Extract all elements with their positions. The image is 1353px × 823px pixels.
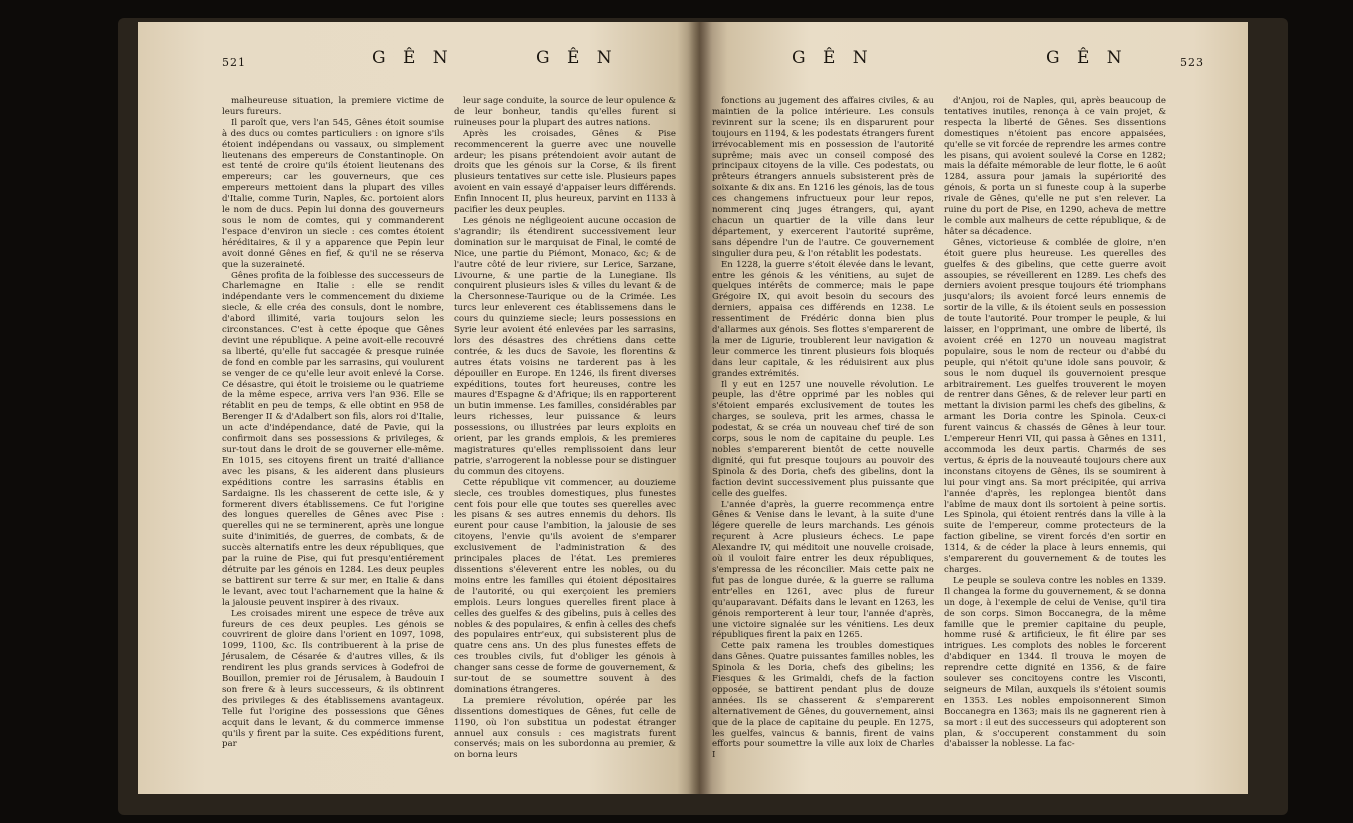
- paragraph: Gênes, victorieuse & comblée de gloire, n'en étoit guere plus heureuse. Les querelles des guelfes & des gibelins, que cette guerre avoit assoupies, se réveillerent en 1289. Les chefs des derniers avoient presque toujours été triomphans jusqu'alors; ils avoient forcé leurs ennemis de sortir de la ville, & ils étoient seuls en possession de toute l'autorité. Pour tromper le peuple, & lui laisser, en l'opprimant, une ombre de liberté, ils avoient créé en 1270 un nouveau magistrat populaire, sous le nom de recteur ou d'abbé du peuple, qui n'étoit qu'une idole sans pouvoir, & sous le nom duquel ils gouvernoient presque arbitrairement. Les guelfes trouverent le moyen de rentrer dans Gênes, & de relever leur parti en mettant la division parmi les chefs des gibelins, & armant les Doria contre les Spinola. Ceux-ci furent vaincus & chassés de Gênes à leur tour. L'empereur Henri VII, qui passa à Gênes en 1311, accommoda les deux partis. Charmés de ses vertus, & épris de la nouveauté toujours chere aux inconstans citoyens de Gênes, ils se soumirent à lui pour vingt ans. Sa mort précipitée, qui arriva l'année d'après, les replongea bientôt dans l'abîme de maux dont ils sortoient à peine sortis. Les Spinola, qui étoient rentrés dans la ville à la suite de l'empereur, comme protecteurs de la faction gibeline, se virent forcés d'en sortir en 1314, & de céder la place à leurs ennemis, qui s'emparerent du gouvernement & de toutes les charges.: [944, 237, 1166, 575]
- paragraph: fonctions au jugement des affaires civiles, & au maintien de la police intérieure. Les consuls revinrent sur la scene; ils en disparurent pour toujours en 1194, & les podestats étrangers furent irrévocablement mis en possession de l'autorité suprême; mais avec un conseil composé des principaux citoyens de la ville. Ces podestats, ou prêteurs étrangers annuels subsisterent près de soixante & dix ans. En 1216 les génois, las de tous ces changemens infructueux pour leur repos, nommerent cinq juges étrangers, qui, ayant chacun un quartier de la ville dans leur département, y exercerent l'autorité suprême, sans dépendre l'un de l'autre. Ce gouvernement singulier dura peu, & l'on rétablit les podestats.: [712, 96, 934, 259]
- left-page: [138, 22, 700, 794]
- paragraph: Les génois ne négligeoient aucune occasion de s'agrandir; ils étendirent successivement leur domination sur le marquisat de Final, le comté de Nice, une partie du Piémont, Monaco, &c; & de l'autre côté de leur riviere, sur Lerice, Sarzane, Livourne, & une partie de la Lunegiane. Ils conquirent plusieurs isles & villes du levant & de la Chersonnese-Taurique ou de la Crimée. Les turcs leur enleverent ces établissemens dans le cours du quinzieme siecle; leurs possessions en Syrie leur avoient été enlevées par les sarrasins, lors des désastres des chrétiens dans cette contrée, & les ducs de Savoie, les florentins & autres états voisins ne tarderent pas à les dépouiller en Europe. En 1246, ils firent diverses expéditions, toutes fort heureuses, contre les maures d'Espagne & d'Afrique; ils en rapporterent un butin immense. Les familles, considérables par leurs richesses, leur puissance & leurs possessions, ou illustrées par leurs exploits en orient, par les grands emplois, & les premieres magistratures qu'elles remplissoient dans leur patrie, s'arrogerent la noblesse pour se distinguer du commun des citoyens.: [454, 215, 676, 477]
- paragraph: malheureuse situation, la premiere victime de leurs fureurs.: [222, 96, 444, 117]
- running-title-left-1: G Ê N: [372, 48, 454, 68]
- paragraph: Cette république vit commencer, au douzieme siecle, ces troubles domestiques, plus funestes cent fois pour elle que toutes ses querelles avec les pisans & ses autres ennemis du dehors. Ils eurent pour cause l'ambition, la jalousie de ses citoyens, l'envie qu'ils avoient de s'emparer exclusivement de l'administration & des principales places de l'état. Les premieres dissentions s'éleverent entre les nobles, ou du moins entre les familles qui étoient dépositaires de l'autorité, ou qui exerçoient les premiers emplois. Leurs longues querelles firent place à celles des guelfes & des gibelins, puis à celles des nobles & des populaires, & enfin à celles des chefs des populaires entr'eux, qui subsisterent plus de quatre cens ans. Un des plus funestes effets de ces troubles civils, fut d'obliger les génois à changer sans cesse de forme de gouvernement, & sur-tout de se soumettre souvent à des dominations étrangeres.: [454, 477, 676, 695]
- paragraph: Cette paix ramena les troubles domestiques dans Gênes. Quatre puissantes familles nobles, les Spinola & les Doria, chefs des gibelins; les Fiesques & les Grimaldi, chefs de la faction opposée, se battirent pendant plus de douze années. Ils se chasserent & s'emparerent alternativement de Gênes, du gouvernement, ainsi que de la place de capitaine du peuple. En 1275, les guelfes, vaincus & bannis, firent de vains efforts pour soumettre la ville aux loix de Charles I: [712, 641, 934, 761]
- paragraph: Il paroît que, vers l'an 545, Gênes étoit soumise à des ducs ou comtes particuliers : on ignore s'ils étoient indépendans ou vassaux, ou simplement lieutenans des empereurs de Constantinople. On est tenté de croire qu'ils étoient lieutenans des empereurs; car les gouverneurs, que ces empereurs mettoient dans la plupart des villes d'Italie, comme Turin, Naples, &c. portoient alors le nom de ducs. Pepin lui donna des gouverneurs sous le nom de comtes, qui y commanderent l'espace d'environ un siecle : ces comtes étoient héréditaires, & il y a apparence que Pepin leur avoit donné Gênes en fief, & qu'il ne se réserva que la suzeraineté.: [222, 117, 444, 270]
- right-column-1: [712, 96, 934, 761]
- left-columns: [222, 96, 676, 761]
- paragraph: L'année d'après, la guerre recommença entre Gênes & Venise dans le levant, à la suite d'une légere querelle de leurs marchands. Les génois reçurent à Acre plusieurs échecs. Le pape Alexandre IV, qui méditoit une nouvelle croisade, où il vouloit faire entrer les deux républiques, s'empressa de les réconcilier. Mais cette paix ne fut pas de longue durée, & la guerre se ralluma entr'elles en 1261, avec plus de fureur qu'auparavant. Défaits dans le levant en 1263, les génois remporterent à leur tour, l'année d'après, une victoire signalée sur les vénitiens. Les deux républiques firent la paix en 1265.: [712, 499, 934, 641]
- paragraph: d'Anjou, roi de Naples, qui, après beaucoup de tentatives inutiles, renonça à ce vain projet, & respecta la liberté de Gênes. Ses dissentions domestiques n'étoient pas encore appaisées, qu'elle se vit forcée de reprendre les armes contre les pisans, qui avoient soulevé la Corse en 1282; mais la défaite mémorable de leur flotte, le 6 août 1284, assura pour jamais la supériorité des génois, & porta un si funeste coup à la superbe rivale de Gênes, qu'elle ne put s'en relever. La ruine du port de Pise, en 1290, acheva de mettre le comble aux malheurs de cette république, & de hâter sa décadence.: [944, 96, 1166, 237]
- page-number-left: 521: [222, 56, 246, 69]
- book-gutter: [688, 22, 712, 794]
- right-column-2: [944, 96, 1166, 761]
- paragraph: leur sage conduite, la source de leur opulence & de leur bonheur, tandis qu'elles furent si ruineuses pour la plupart des autres nations.: [454, 96, 676, 128]
- paragraph: En 1228, la guerre s'étoit élevée dans le levant, entre les génois & les vénitiens, au sujet de quelques intérêts de commerce; mais le pape Grégoire IX, qui avoit besoin du secours des derniers, appaisa ces différends en 1238. Le ressentiment de Frédéric donna bien plus d'allarmes aux génois. Ses flottes s'emparerent de la mer de Ligurie, troublerent leur navigation & leur commerce les tinrent plusieurs fois bloqués dans leur capitale, & les réduisirent aux plus grandes extrémités.: [712, 259, 934, 379]
- paragraph: Après les croisades, Gênes & Pise recommencerent la guerre avec une nouvelle ardeur; les pisans prétendoient avoir autant de droits que les génois sur la Corse, & ils firent plusieurs tentatives sur cette isle. Plusieurs papes avoient en vain essayé d'appaiser leurs différends. Enfin Innocent II, plus heureux, parvint en 1133 à pacifier les deux peuples.: [454, 128, 676, 216]
- paragraph: Gênes profita de la foiblesse des successeurs de Charlemagne en Italie : elle se rendit indépendante vers le commencement du dixieme siecle, & elle créa des consuls, dont le nombre, d'abord illimité, varia toujours selon les circonstances. C'est à cette époque que Gênes devint une république. A peine avoit-elle recouvré sa liberté, qu'elle fut saccagée & presque ruinée de fond en comble par les sarrasins, qui voulurent se venger de ce qu'elle leur avoit enlevé la Corse. Ce désastre, qui étoit le troisieme ou le quatrieme de la même espece, arriva vers l'an 936. Elle se rétablit en peu de temps, & elle obtint en 958 de Berenger II & d'Adalbert son fils, alors roi d'Italie, un acte d'indépendance, daté de Pavie, qui la confirmoit dans ses possessions & privileges, & sur-tout dans le droit de se gouverner elle-même. En 1015, ses citoyens firent un traité d'alliance avec les pisans, & les aiderent dans plusieurs expéditions contre les sarrasins établis en Sardaigne. Ils les chasserent de cette isle, & y formerent divers établissemens. Ce fut l'origine des longues querelles de Gênes avec Pise : querelles qui ne se terminerent, après une longue suite d'inimitiés, de guerres, de combats, & de succès alternatifs entre les deux républiques, que par la ruine de Pise, qui fut presqu'entiérement détruite par les génois en 1284. Les deux peuples se battirent sur terre & sur mer, en Italie & dans le levant, avec tout l'acharnement que la haine & la jalousie peuvent inspirer à des rivaux.: [222, 270, 444, 608]
- paragraph: La premiere révolution, opérée par les dissentions domestiques de Gênes, fut celle de 1190, où l'on substitua un podestat étranger annuel aux consuls : ces magistrats furent conservés; mais on les subordonna au premier, & on borna leurs: [454, 695, 676, 761]
- paragraph: Les croisades mirent une espece de trêve aux fureurs de ces deux peuples. Les génois se couvrirent de gloire dans l'orient en 1097, 1098, 1099, 1100, &c. Ils contribuerent à la prise de Jérusalem, de Césarée & d'autres villes, & ils rendirent les plus grands services à Godefroi de Bouillon, premier roi de Jérusalem, à Baudouin I son frere & à leurs successeurs, & ils obtinrent des privileges & des établissemens avantageux. Telle fut l'origine des possessions que Gênes acquit dans le levant, & du commerce immense qu'ils y firent par la suite. Ces expéditions furent, par: [222, 608, 444, 750]
- left-column-1: [222, 96, 444, 761]
- page-number-right: 523: [1180, 56, 1204, 69]
- right-page: [700, 22, 1248, 794]
- running-title-left-2: G Ê N: [536, 48, 618, 68]
- running-title-right-2: G Ê N: [1046, 48, 1128, 68]
- left-column-2: [454, 96, 676, 761]
- right-columns: [712, 96, 1166, 761]
- running-title-right-1: G Ê N: [792, 48, 874, 68]
- paragraph: Le peuple se souleva contre les nobles en 1339. Il changea la forme du gouvernement, & se donna un doge, à l'exemple de celui de Venise, qu'il tira de son corps. Simon Boccanegra, de la même famille que le premier capitaine du peuple, homme rusé & artificieux, le fit élire par ses intrigues. Les complots des nobles le forcerent d'abdiquer en 1344. Il trouva le moyen de reprendre cette dignité en 1356, & de faire soulever ses concitoyens contre les Visconti, seigneurs de Milan, auxquels ils s'étoient soumis en 1353. Les nobles empoisonnerent Simon Boccanegra en 1363; mais ils ne gagnerent rien à sa mort : il eut des successeurs qui adopterent son plan, & s'occuperent constamment du soin d'abaisser la noblesse. La fac-: [944, 575, 1167, 750]
- paragraph: Il y eut en 1257 une nouvelle révolution. Le peuple, las d'être opprimé par les nobles qui s'étoient emparés exclusivement de toutes les charges, se souleva, prit les armes, chassa le podestat, & se créa un nouveau chef tiré de son corps, sous le nom de capitaine du peuple. Les nobles s'emparerent bientôt de cette nouvelle dignité, qui fut presque toujours au pouvoir des Spinola & des Doria, chefs des gibelins, dont la faction devint successivement plus puissante que celle des guelfes.: [712, 379, 934, 499]
